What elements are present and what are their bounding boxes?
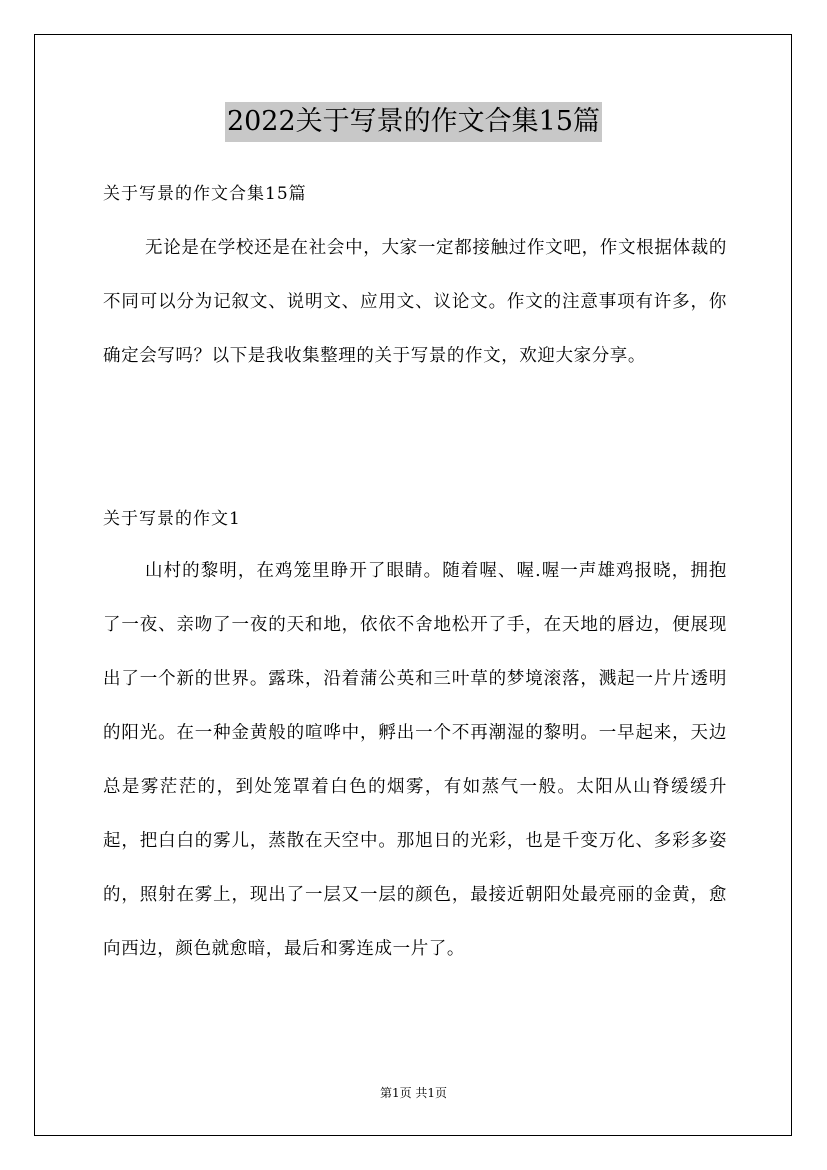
section-heading: 关于写景的作文1 [103, 509, 241, 529]
document-subtitle: 关于写景的作文合集15篇 [103, 184, 307, 204]
document-title: 2022关于写景的作文合集15篇 [225, 102, 602, 142]
intro-paragraph: 无论是在学校还是在社会中，大家一定都接触过作文吧，作文根据体裁的不同可以分为记叙文、说明文、应用文、议论文。作文的注意事项有许多，你确定会写吗？以下是我收集整理的关于写景的作文，欢迎大家分享。 [103, 238, 727, 366]
essay-paragraph: 山村的黎明，在鸡笼里睁开了眼睛。随着喔、喔.喔一声雄鸡报晓，拥抱了一夜、亲吻了一夜的天和地，依依不舍地松开了手，在天地的唇边，便展现出了一个新的世界。露珠，沿着蒲公英和三叶草的梦境滚落，溅起一片片透明的阳光。在一种金黄般的喧哗中，孵出一个不再潮湿的黎明。一早起来，天边总是雾茫茫的，到处笼罩着白色的烟雾，有如蒸气一般。太阳从山脊缓缓升起，把白白的雾儿，蒸散在天空中。那旭日的光彩，也是千变万化、多彩多姿的，照射在雾上，现出了一层又一层的颜色，最接近朝阳处最亮丽的金黄，愈向西边，颜色就愈暗，最后和雾连成一片了。 [103, 561, 727, 959]
title-container [0, 102, 827, 142]
page-footer: 第1页 共1页 [379, 1086, 448, 1100]
